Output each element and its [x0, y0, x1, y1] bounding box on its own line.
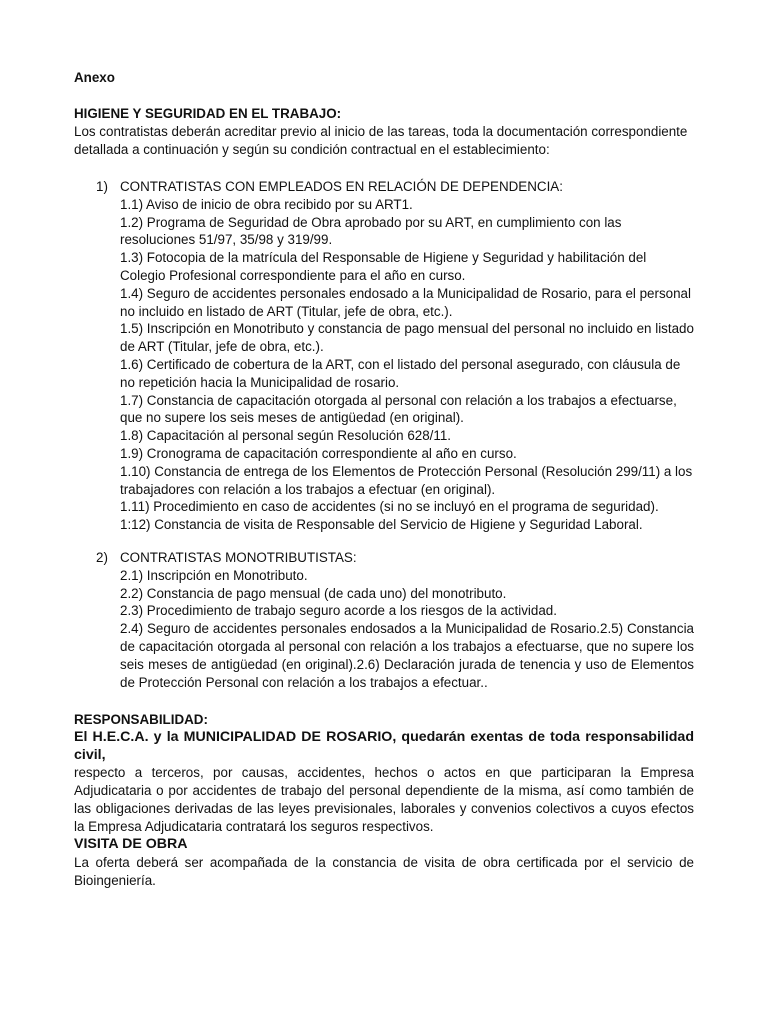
hygiene-safety-heading: HIGIENE Y SEGURIDAD EN EL TRABAJO:: [74, 106, 342, 121]
list-item: 2.4) Seguro de accidentes personales endosados a la Municipalidad de Rosario.2.5) Constancia de capacitación otorgada al personal con relación a los trabajos a efectuarse, que no supere los seis meses de antigüedad (en original).2.6) Declaración jurada de tenencia y uso de Elementos de Protección Personal con relación a los trabajos a efectuar..: [120, 621, 694, 690]
list-item: 1:12) Constancia de visita de Responsable del Servicio de Higiene y Seguridad Laboral.: [120, 517, 643, 533]
section-1-title: CONTRATISTAS CON EMPLEADOS EN RELACIÓN DE DEPENDENCIA:: [120, 179, 563, 194]
hygiene-safety-section: [74, 105, 694, 158]
list-item: 2.1) Inscripción en Monotributo.: [120, 567, 308, 583]
list-item: 1.5) Inscripción en Monotributo y constancia de pago mensual del personal no incluido en listado de ART (Titular, jefe de obra, etc.).: [120, 321, 694, 355]
responsibility-text: respecto a terceros, por causas, accidentes, hechos o actos en que participaran la Empresa Adjudicataria o por accidentes de trabajo del personal dependiente de la misma, así como también de las obligaciones derivadas de las leyes previsionales, laborales y convenios colectivos a cuyos efectos la Empresa Adjudicataria contratará los seguros respectivos.: [74, 765, 694, 834]
list-item: 1.10) Constancia de entrega de los Elementos de Protección Personal (Resolución 299/11) a los trabajadores con relación a los trabajos a efectuar (en original).: [120, 463, 693, 497]
site-visit-text: La oferta deberá ser acompañada de la constancia de visita de obra certificada por el servicio de Bioingeniería.: [74, 854, 694, 888]
list-item: 1.8) Capacitación al personal según Resolución 628/11.: [120, 428, 452, 444]
responsibility-heading: RESPONSABILIDAD:: [74, 712, 208, 727]
section-2: [120, 549, 694, 691]
list-item: 1.2) Programa de Seguridad de Obra aprobado por su ART, en cumplimiento con las resoluciones 51/97, 35/98 y 319/99.: [120, 214, 622, 248]
responsibility-lead: El H.E.C.A. y la MUNICIPALIDAD DE ROSARIO, quedarán exentas de toda responsabilidad civil,: [74, 728, 694, 763]
section-1-number: 1): [96, 179, 108, 194]
list-item: 2.2) Constancia de pago mensual (de cada uno) del monotributo.: [120, 585, 507, 601]
list-item: 1.9) Cronograma de capacitación correspondiente al año en curso.: [120, 445, 517, 461]
section-2-number: 2): [96, 550, 108, 565]
list-item: 1.6) Certificado de cobertura de la ART, con el listado del personal asegurado, con cláusula de no repetición hacia la Municipalidad de rosario.: [120, 356, 681, 390]
list-item: 1.4) Seguro de accidentes personales endosado a la Municipalidad de Rosario, para el personal no incluido en listado de ART (Titular, jefe de obra, etc.).: [120, 285, 691, 319]
responsibility-section: [74, 711, 694, 836]
section-2-title: CONTRATISTAS MONOTRIBUTISTAS:: [120, 550, 357, 565]
list-item: 1.1) Aviso de inicio de obra recibido por su ART1.: [120, 196, 413, 212]
list-item: 1.3) Fotocopia de la matrícula del Responsable de Higiene y Seguridad y habilitación del Colegio Profesional correspondiente para el año en curso.: [120, 250, 647, 283]
site-visit-section: [74, 836, 694, 889]
section-1: [120, 178, 694, 534]
list-item: 1.11) Procedimiento en caso de accidentes (si no se incluyó en el programa de seguridad).: [120, 499, 659, 515]
list-item: 2.3) Procedimiento de trabajo seguro acorde a los riesgos de la actividad.: [120, 603, 557, 619]
annex-title: Anexo: [74, 70, 115, 85]
list-item: 1.7) Constancia de capacitación otorgada al personal con relación a los trabajos a efectuarse, que no supere los seis meses de antigüedad (en original).: [120, 392, 677, 426]
site-visit-heading: VISITA DE OBRA: [74, 836, 188, 852]
hygiene-safety-intro: Los contratistas deberán acreditar previo al inicio de las tareas, toda la documentación correspondiente detallada a continuación y según su condición contractual en el establecimiento:: [74, 123, 688, 157]
